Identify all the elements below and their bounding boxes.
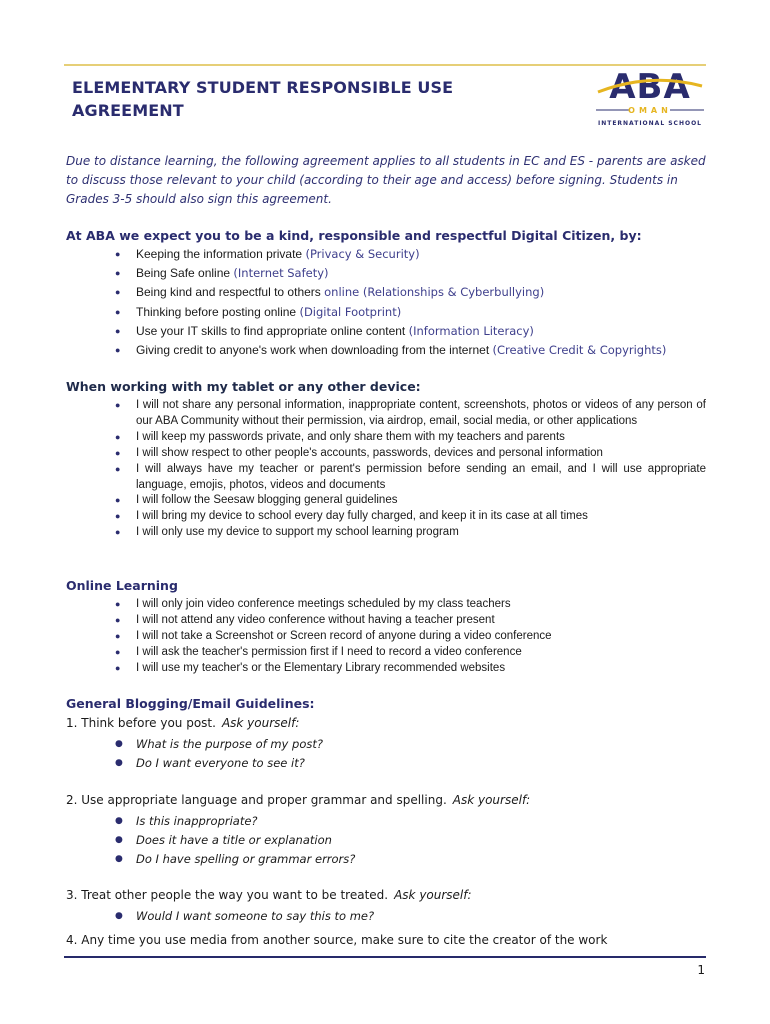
guideline-3: 3. Treat other people the way you want to be treated. Ask yourself: — [66, 888, 472, 902]
intro-paragraph: Due to distance learning, the following agreement applies to all students in EC and ES - parents are asked to discuss those relevant to your child (according to their age and access) before signing. Students in Grades 3-5 should also sign this agreement. — [66, 154, 706, 207]
page-title: ELEMENTARY STUDENT RESPONSIBLE USE AGREEMENT — [72, 78, 454, 120]
list-item: ● Do I want everyone to see it? — [112, 754, 612, 773]
list-item: ● I will bring my device to school every day fully charged, and keep it in its case at all times — [112, 509, 706, 525]
aba-logo — [594, 68, 706, 128]
device-heading: When working with my tablet or any other device: — [66, 379, 421, 394]
list-item: ● Does it have a title or explanation — [112, 831, 612, 850]
list-item: ● I will keep my passwords private, and only share them with my teachers and parents — [112, 430, 706, 446]
list-item: ● I will not take a Screenshot or Screen record of anyone during a video conference — [112, 629, 706, 645]
blogging-heading: General Blogging/Email Guidelines: — [66, 696, 315, 711]
online-learning-heading: Online Learning — [66, 578, 178, 593]
bottom-divider — [64, 956, 706, 958]
list-item: ● Use your IT skills to find appropriate online content (Information Literacy) — [112, 322, 712, 341]
guideline-2-questions — [112, 812, 612, 869]
device-list — [112, 398, 706, 541]
logo-school-text: INTERNATIONAL SCHOOL — [597, 120, 703, 127]
list-item: ● Do I have spelling or grammar errors? — [112, 850, 612, 869]
logo-main-text: ABA — [609, 68, 691, 107]
list-item: ● What is the purpose of my post? — [112, 735, 612, 754]
guideline-3-questions — [112, 907, 612, 926]
logo-sub-text: OMAN — [628, 106, 672, 115]
guideline-2: 2. Use appropriate language and proper grammar and spelling. Ask yourself: — [66, 793, 531, 807]
list-item: ● Giving credit to anyone's work when downloading from the internet (Creative Credit & Copyrights) — [112, 341, 712, 360]
list-item: ● I will use my teacher's or the Elementary Library recommended websites — [112, 661, 706, 677]
list-item: ● I will not share any personal information, inappropriate content, screenshots, photos or videos of any person of our ABA Community without their permission, via airdrop, email, social media, or other applications — [112, 398, 706, 430]
list-item: ● I will only join video conference meetings scheduled by my class teachers — [112, 597, 706, 613]
list-item: ● I will always have my teacher or parent's permission before sending an email, and I will use appropriate language, emojis, photos, videos and documents — [112, 462, 706, 494]
list-item: ● I will ask the teacher's permission first if I need to record a video conference — [112, 645, 706, 661]
list-item: ● Thinking before posting online (Digital Footprint) — [112, 303, 712, 322]
page-number: 1 — [697, 963, 705, 977]
list-item: ● Is this inappropriate? — [112, 812, 612, 831]
list-item: ● Being kind and respectful to others online (Relationships & Cyberbullying) — [112, 283, 712, 302]
list-item: ● I will follow the Seesaw blogging general guidelines — [112, 493, 706, 509]
list-item: ● Would I want someone to say this to me? — [112, 907, 612, 926]
guideline-1-questions — [112, 735, 612, 773]
top-divider — [64, 64, 706, 66]
citizen-heading: At ABA we expect you to be a kind, responsible and respectful Digital Citizen, by: — [66, 228, 642, 243]
list-item: ● Being Safe online (Internet Safety) — [112, 264, 712, 283]
guideline-1: 1. Think before you post. Ask yourself: — [66, 716, 300, 730]
citizen-list — [112, 245, 712, 360]
list-item: ● I will not attend any video conference without having a teacher present — [112, 613, 706, 629]
guideline-4: 4. Any time you use media from another source, make sure to cite the creator of the work — [66, 933, 608, 947]
list-item: ● I will show respect to other people's accounts, passwords, devices and personal information — [112, 446, 706, 462]
list-item: ● Keeping the information private (Privacy & Security) — [112, 245, 712, 264]
online-learning-list — [112, 597, 706, 677]
list-item: ● I will only use my device to support my school learning program — [112, 525, 706, 541]
